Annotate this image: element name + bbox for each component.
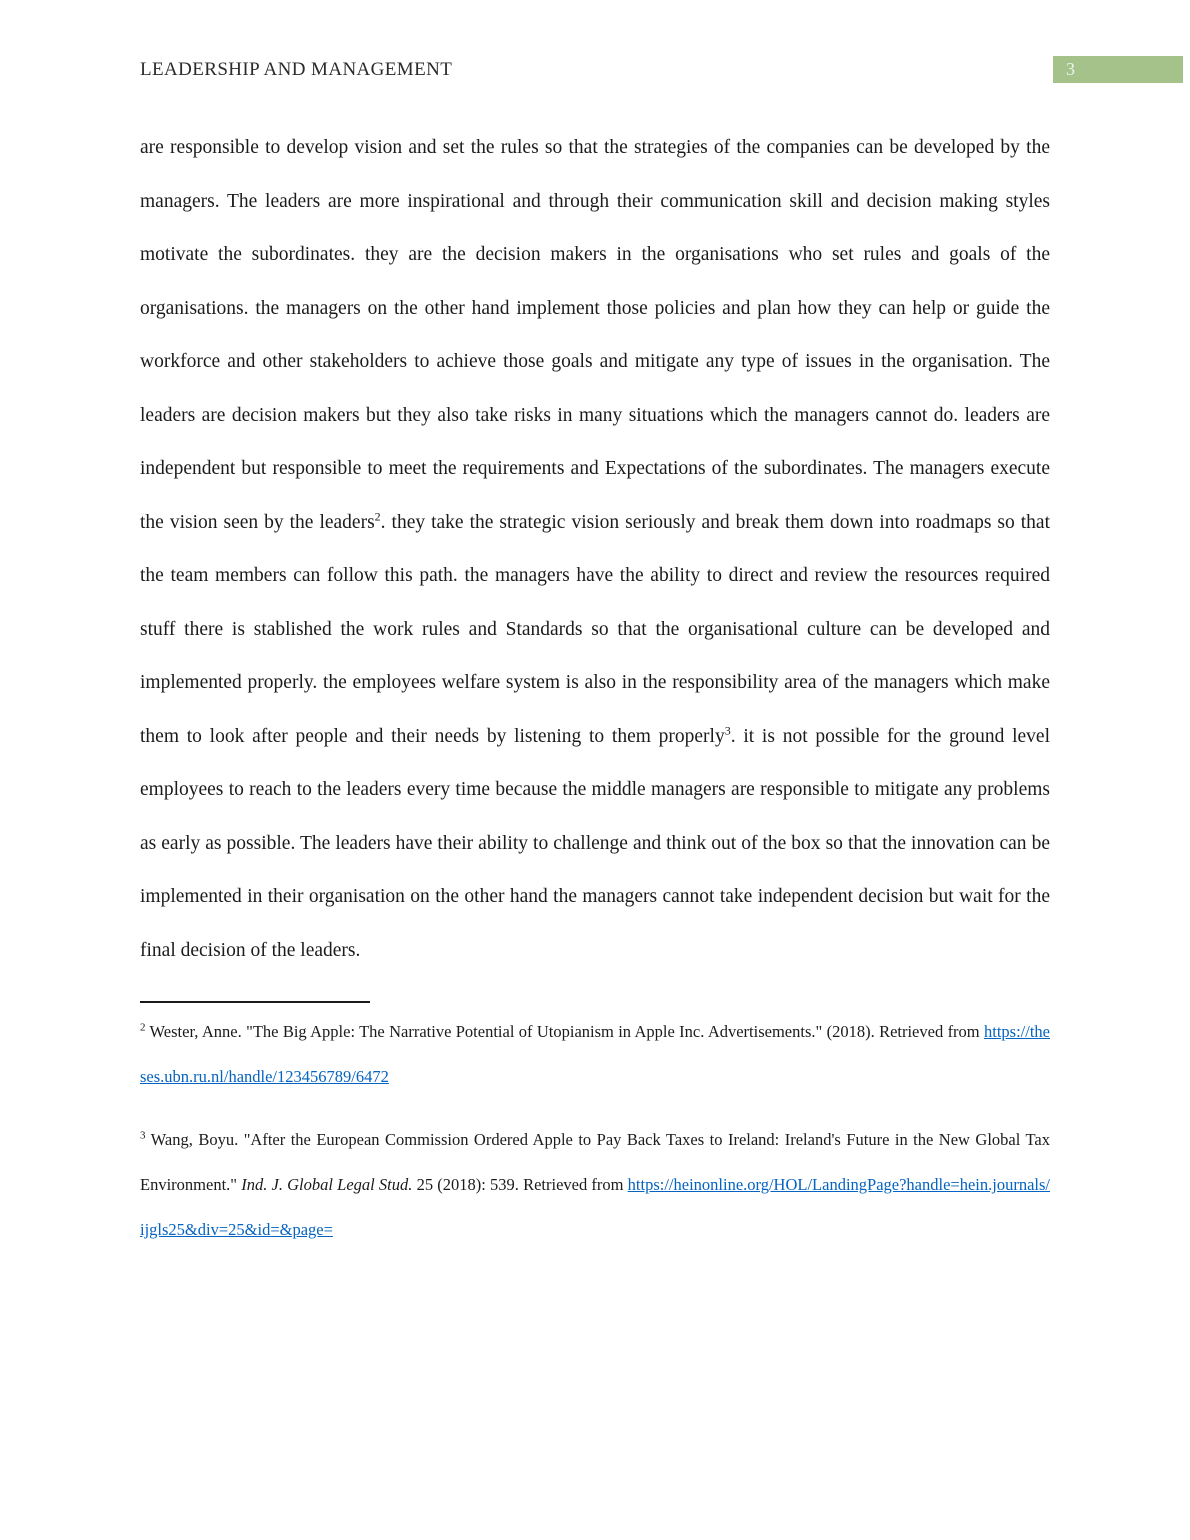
footnote-ref-2: 2	[374, 509, 381, 523]
footnote-3	[140, 1117, 1050, 1252]
paragraph-text-2: . they take the strategic vision seriously and break them down into roadmaps so that the team members can follow this path. the managers have the ability to direct and review the resources required stuff there is stablished the work rules and Standards so that the organisational culture can be developed and implemented properly. the employees welfare system is also in the responsibility area of the managers which make them to look after people and their needs by listening to them properly	[140, 511, 1051, 747]
document-body	[140, 121, 1050, 977]
paragraph-text-3: . it is not possible for the ground level employees to reach to the leaders every time because the middle managers are responsible to mitigate any problems as early as possible. The leaders have their ability to challenge and think out of the box so that the innovation can be implemented in their organisation on the other hand the managers cannot take independent decision but wait for the final decision of the leaders.	[140, 725, 1050, 961]
footnote-3-text-1: Wang, Boyu. "After the European Commission Ordered Apple to Pay Back Taxes to Ireland: Ireland's Future in the New Global Tax Environment."	[140, 1130, 1050, 1194]
page-header	[140, 56, 1075, 84]
footnote-3-marker: 3	[140, 1129, 146, 1142]
footnote-ref-3: 3	[724, 723, 731, 737]
footnote-3-link[interactable]: https://heinonline.org/HOL/LandingPage?handle=hein.journals/ijgls25&div=25&id=&page=	[140, 1175, 1050, 1239]
footnote-2-marker: 2	[140, 1021, 146, 1034]
footnotes-section	[140, 1001, 1050, 1252]
footnote-separator	[140, 1001, 370, 1003]
footnote-3-journal-title: Ind. J. Global Legal Stud.	[241, 1175, 413, 1194]
footnote-2	[140, 1009, 1050, 1099]
page-number: 3	[1066, 59, 1075, 79]
footnote-2-link[interactable]: https://theses.ubn.ru.nl/handle/123456789/6472	[140, 1022, 1050, 1086]
body-paragraph	[140, 121, 1050, 977]
paragraph-text-1: are responsible to develop vision and set the rules so that the strategies of the companies can be developed by the managers. The leaders are more inspirational and through their communication skill and decision making styles motivate the subordinates. they are the decision makers in the organisations who set rules and goals of the organisations. the managers on the other hand implement those policies and plan how they can help or guide the workforce and other stakeholders to achieve those goals and mitigate any type of issues in the organisation. The leaders are decision makers but they also take risks in many situations which the managers cannot do. leaders are independent but responsible to meet the requirements and Expectations of the subordinates. The managers execute the vision seen by the leaders	[140, 137, 1050, 533]
page-number-badge	[1053, 56, 1183, 83]
footnote-2-text: Wester, Anne. "The Big Apple: The Narrative Potential of Utopianism in Apple Inc. Advertisements." (2018). Retrieved from	[145, 1022, 984, 1041]
running-head: LEADERSHIP AND MANAGEMENT	[140, 59, 453, 80]
footnote-3-text-2: 25 (2018): 539. Retrieved from	[412, 1175, 628, 1194]
